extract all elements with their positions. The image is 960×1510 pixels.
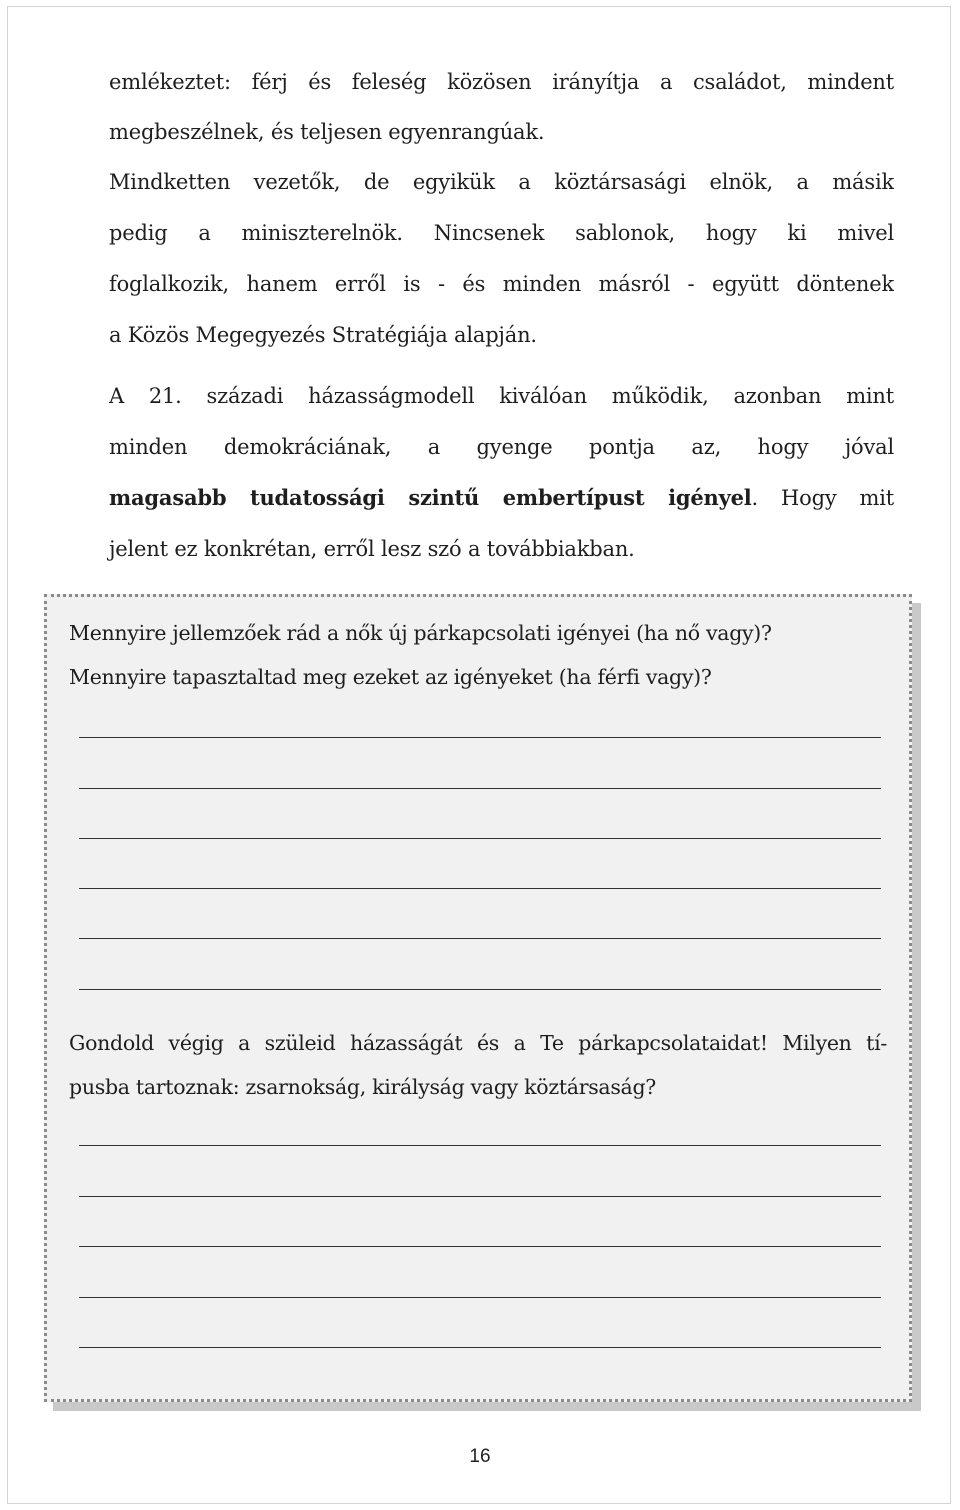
paragraph-line: foglalkozik, hanem erről is - és minden másról - együtt döntenek: [109, 272, 894, 296]
exercise-box: [44, 594, 912, 1402]
answer-line[interactable]: [79, 1196, 881, 1197]
page-number: 16: [469, 1446, 491, 1467]
answer-line[interactable]: [79, 1145, 881, 1146]
answer-line[interactable]: [79, 1246, 881, 1247]
paragraph-line: megbeszélnek, és teljesen egyenrangúak.: [109, 120, 545, 144]
question-1-line: Mennyire jellemzőek rád a nők új párkapcsolati igényei (ha nő vagy)?: [69, 621, 772, 645]
paragraph-line: minden demokráciának, a gyenge pontja az, hogy jóval: [109, 435, 894, 459]
answer-line[interactable]: [79, 1297, 881, 1298]
answer-line[interactable]: [79, 938, 881, 939]
paragraph-line: emlékeztet: férj és feleség közösen irányítja a családot, mindent: [109, 70, 894, 94]
paragraph-line: pedig a miniszterelnök. Nincsenek sablonok, hogy ki mivel: [109, 221, 894, 245]
paragraph-line: A 21. századi házasságmodell kiválóan működik, azonban mint: [109, 384, 894, 408]
emphasis-text: magasabb tudatossági szintű embertípust igényel: [109, 485, 752, 510]
question-1-line: Mennyire tapasztaltad meg ezeket az igényeket (ha férfi vagy)?: [69, 665, 712, 689]
answer-line[interactable]: [79, 1347, 881, 1348]
paragraph-line: a Közös Megegyezés Stratégiája alapján.: [109, 323, 537, 347]
answer-line[interactable]: [79, 788, 881, 789]
question-2-line: pusba tartoznak: zsarnokság, királyság vagy köztársaság?: [69, 1075, 656, 1099]
question-2-line: Gondold végig a szüleid házasságát és a Te párkapcsolataidat! Milyen tí-: [69, 1031, 887, 1055]
paragraph-line-emphasis: [109, 483, 894, 513]
answer-line[interactable]: [79, 838, 881, 839]
paragraph-text: . Hogy mit: [751, 486, 894, 510]
answer-line[interactable]: [79, 888, 881, 889]
paragraph-line: jelent ez konkrétan, erről lesz szó a továbbiakban.: [109, 537, 635, 561]
answer-line[interactable]: [79, 737, 881, 738]
answer-line[interactable]: [79, 989, 881, 990]
paragraph-line: Mindketten vezetők, de egyikük a köztársasági elnök, a másik: [109, 170, 894, 194]
